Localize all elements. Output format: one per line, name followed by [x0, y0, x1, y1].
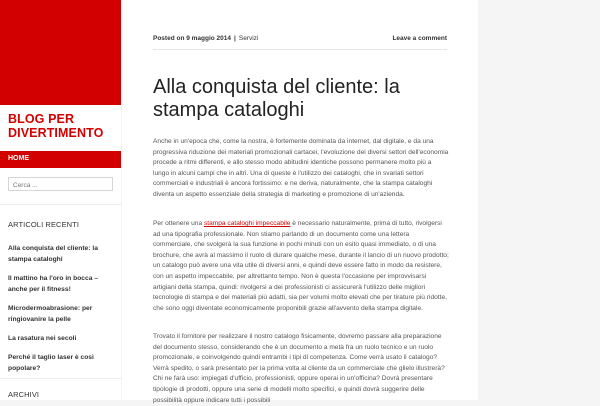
post-paragraph: [153, 219, 449, 314]
site-title[interactable]: BLOG PER DIVERTIMENTO: [8, 112, 104, 140]
page-gutter: [478, 0, 600, 400]
stampa-cataloghi-link[interactable]: stampa cataloghi impeccabile: [203, 220, 291, 227]
sidebar: [0, 0, 121, 400]
archives-title: ARCHIVI: [8, 390, 40, 399]
sidebar-divider: [0, 204, 121, 205]
paragraph-text: Per ottenere una: [153, 220, 204, 227]
post-paragraph: Anche in un'epoca che, come la nostra, è fortemente dominata da internet, dal digitale, e da una progressiva riduzione dei materiali promozionali cartacei, l'evoluzione dei diversi settori dell'economia procede a ritmi differenti, e allo stesso modo abitudini identiche possono permanere molto più a lungo in alcuni campi che in altri. Una di queste è l'utilizzo dei cataloghi, che in svariati settori commerciali e industriali è ancora fortissimo: e ne deriva, naturalmente, che la stampa cataloghi diventa un aspetto essenziale della strategia di marketing e promozione di un'azienda.: [153, 138, 449, 198]
nav-item-home[interactable]: [0, 151, 121, 168]
main-content: [122, 0, 478, 404]
recent-post-link[interactable]: Il mattino ha l'oro in bocca – anche per il fitness!: [8, 275, 99, 293]
recent-post-link[interactable]: La rasatura nei secoli: [8, 335, 77, 342]
paragraph-text: è necessario naturalmente, prima di tutto, rivolgersi ad una tipografia professionale. Non stiamo parlando di un documento come una lettera commerciale, che svolgerà la sua funzione in pochi minuti con un esito quasi immediato, o di una brochure, che avrà al massimo il ruolo di durare qualche mese, durante il lancio di un nuovo prodotto; un catalogo può avere una vita utile di diversi anni, e quindi deve essere fatto in modo da resistere, con un aspetto impeccabile, per altrettanto tempo. Non è questa l'occasione per improvvisarsi artigiani della stampa, quindi: rivolgersi a dei professionisti ci assicurerà l'utilizzo delle migliori tecnologie di stampa e dei materiali più adatti, sia per volumi molto elevati che per tirature più ridotte, che sono oggi diventate economicamente proponibili grazie all'avvento della stampa digitale.: [153, 220, 449, 312]
header-color-block: [0, 0, 121, 105]
recent-post-link[interactable]: Perché il taglio laser è così popolare?: [8, 354, 94, 372]
recent-post-link[interactable]: Alla conquista del cliente: la stampa cataloghi: [8, 245, 98, 263]
post-meta: [153, 35, 447, 42]
search-input[interactable]: [8, 177, 113, 191]
nav-home-label: HOME: [8, 155, 29, 162]
post-title: Alla conquista del cliente: la stampa cataloghi: [153, 76, 400, 121]
post-paragraph: Trovato il fornitore per realizzare il nostro catalogo fisicamente, dovremo passare alla preparazione del documento stesso, considerando che è un documento a metà fra un ruolo tecnico e un ruolo promozionale, e coinvolgendo quindi entrambi i tipi di competenza. Come verrà usato il catalogo? Verrà spedito, o sarà presentato per la prima volta al cliente da un commerciale che glielo illustrerà? Chi ne farà uso: impiegati d'ufficio, professionisti, oppure operai in un'officina? Dovrà presentare tipologie di prodotti, oppure una serie di modelli molto specifici, e quindi dovrà suggerire delle possibilità oppure indicare tutti i possibili: [153, 333, 445, 404]
meta-separator: |: [234, 35, 236, 42]
post-date[interactable]: Posted on 9 maggio 2014: [153, 35, 232, 42]
recent-posts-list: [8, 243, 116, 382]
post-category-link[interactable]: Servizi: [238, 35, 259, 42]
recent-post-link[interactable]: Microdermoabrasione: per ringiovanire la pelle: [8, 305, 93, 323]
sidebar-divider: [0, 378, 121, 379]
recent-posts-title: ARTICOLI RECENTI: [8, 220, 80, 229]
meta-divider: [153, 49, 447, 50]
leave-comment-link[interactable]: Leave a comment: [392, 35, 447, 42]
